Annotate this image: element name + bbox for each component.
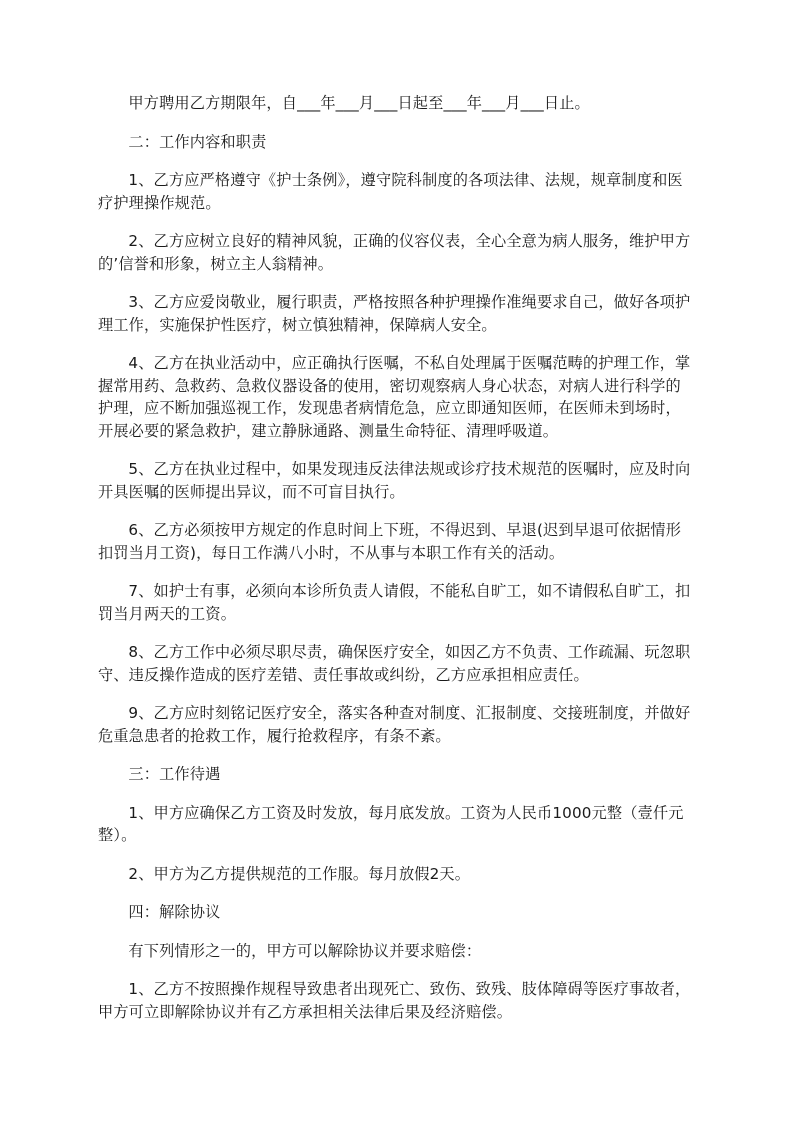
- duty-item-6: 6、乙方必须按甲方规定的作息时间上下班，不得迟到、早退(迟到早退可依据情形扣罚当月工资)，每日工作满八小时，不从事与本职工作有关的活动。: [98, 521, 682, 562]
- duty-item-7: 7、如护士有事，必须向本诊所负责人请假，不能私自旷工，如不请假私自旷工，扣罚当月两天的工资。: [98, 582, 691, 623]
- compensation-item-2: 2、甲方为乙方提供规范的工作服。每月放假2天。: [128, 864, 471, 883]
- termination-item-1: 1、乙方不按照操作规程导致患者出现死亡、致伤、致残、肢体障碍等医疗事故者，甲方可立即解除协议并有乙方承担相关法律后果及经济赔偿。: [98, 980, 691, 1021]
- section-heading-duties: 二：工作内容和职责: [128, 132, 267, 151]
- duty-item-2: 2、乙方应树立良好的精神风貌，正确的仪容仪表，全心全意为病人服务，维护甲方的’信誉和形象，树立主人翁精神。: [98, 232, 691, 273]
- employment-term-paragraph: 甲方聘用乙方期限年，自___年___月___日起至___年___月___日止。: [128, 94, 590, 112]
- termination-intro: 有下列情形之一的，甲方可以解除协议并要求赔偿：: [128, 941, 482, 960]
- section-heading-termination: 四：解除协议: [128, 903, 221, 921]
- duty-item-8: 8、乙方工作中必须尽职尽责，确保医疗安全，如因乙方不负责、工作疏漏、玩忽职守、违反操作造成的医疗差错、责任事故或纠纷，乙方应承担相应责任。: [98, 643, 691, 684]
- duty-item-3: 3、乙方应爱岗敬业，履行职责，严格按照各种护理操作准绳要求自己，做好各项护理工作，实施保护性医疗，树立慎独精神，保障病人安全。: [98, 293, 691, 334]
- compensation-item-1: 1、甲方应确保乙方工资及时发放，每月底发放。工资为人民币1000元整（壹仟元整）。: [98, 803, 684, 844]
- duty-item-4: 4、乙方在执业活动中，应正确执行医嘱，不私自处理属于医嘱范畴的护理工作，掌握常用药、急救药、急救仪器设备的使用，密切观察病人身心状态，对病人进行科学的护理，应不断加强巡视工作，发现患者病情危急，应立即通知医师，在医师未到场时，开展必要的紧急救护，建立静脉通路、测量生命特征、清理呼吸道。: [98, 354, 691, 440]
- duty-item-5: 5、乙方在执业过程中，如果发现违反法律法规或诊疗技术规范的医嘱时，应及时向开具医嘱的医师提出异议，而不可盲目执行。: [98, 460, 691, 501]
- section-heading-compensation: 三：工作待遇: [128, 765, 221, 783]
- duty-item-9: 9、乙方应时刻铭记医疗安全，落实各种查对制度、汇报制度、交接班制度，并做好危重急患者的抢救工作，履行抢救程序，有条不紊。: [98, 704, 691, 745]
- duty-item-1: 1、乙方应严格遵守《护士条例》，遵守院科制度的各项法律、法规，规章制度和医疗护理操作规范。: [98, 171, 683, 212]
